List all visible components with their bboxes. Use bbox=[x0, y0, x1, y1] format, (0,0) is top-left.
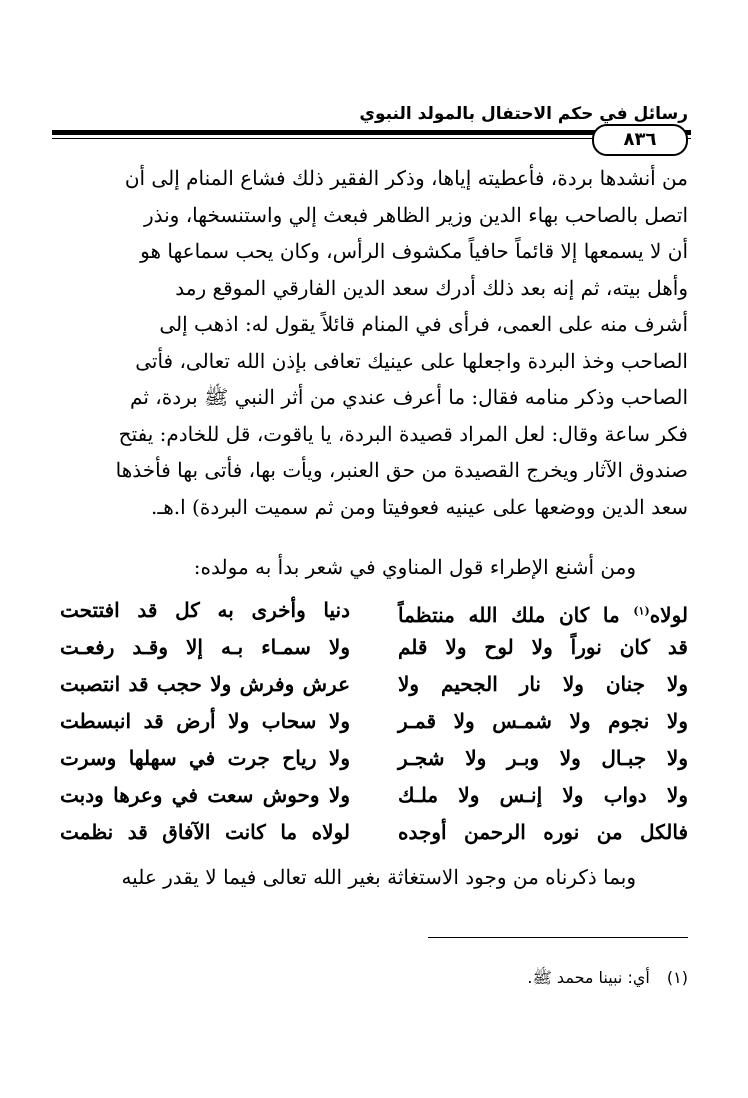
footnote-text: أي: نبينا محمد ﷺ. bbox=[527, 968, 650, 987]
body-line: الصاحب وخذ البردة واجعلها على عينيك تعافى بإذن الله تعالى، فأتى bbox=[135, 348, 688, 373]
body-paragraph bbox=[55, 160, 688, 525]
running-header-title: رسائل في حكم الاحتفال بالمولد النبوي bbox=[359, 104, 688, 124]
verse-first-hemistich: ولا دواب ولا إنـس ولا ملـك bbox=[398, 783, 688, 807]
verse-row bbox=[60, 814, 688, 851]
verse-second-hemistich: لولاه ما كانت الآفاق قد نظمت bbox=[60, 820, 350, 844]
verse-row bbox=[60, 740, 688, 777]
footnote-marker: (١) bbox=[633, 604, 650, 617]
body-line: أن لا يسمعها إلا قائماً حافياً مكشوف الرأس، وكان يحب سماعها هو bbox=[140, 239, 688, 263]
poem-block bbox=[60, 592, 688, 851]
body-line: سعد الدين ووضعها على عينيه فعوفيتا ومن ثم سميت البردة) ا.هـ. bbox=[151, 494, 688, 519]
verse-row bbox=[60, 666, 688, 703]
verse-first-hemistich: ولا جنان ولا نار الجحيم ولا bbox=[398, 672, 688, 696]
closing-line: وبما ذكرناه من وجود الاستغاثة بغير الله تعالى فيما لا يقدر عليه bbox=[121, 865, 636, 889]
body-line: وأهل بيته، ثم إنه بعد ذلك أدرك سعد الدين الفارقي الموقع رمد bbox=[175, 275, 688, 300]
verse-first-word: لولاه$^{(١)}$ ما كان ملك الله منتظماً bbox=[398, 602, 688, 627]
verse-first-hemistich: قد كان نوراً ولا لوح ولا قلم bbox=[398, 635, 688, 659]
verse-row bbox=[60, 592, 688, 629]
body-line: الصاحب وذكر منامه فقال: ما أعرف عندي من أثر النبي ﷺ بردة، ثم bbox=[130, 385, 688, 409]
verse-first-hemistich: ولا جبـال ولا وبـر ولا شجـر bbox=[398, 746, 688, 770]
verse-second-hemistich: ولا سمـاء بـه إلا وقـد رفعـت bbox=[60, 635, 350, 659]
verse-second-hemistich: ولا وحوش سعت في وعرها ودبت bbox=[60, 783, 350, 807]
footnote-divider bbox=[428, 937, 688, 938]
poem-intro-line: ومن أشنع الإطراء قول المناوي في شعر بدأ به مولده: bbox=[193, 555, 636, 579]
verse-row bbox=[60, 777, 688, 814]
body-line: أشرف منه على العمى، فرأى في المنام قائلاً يقول له: اذهب إلى bbox=[159, 312, 688, 336]
body-line: من أنشدها بردة، فأعطيته إياها، وذكر الفقير ذلك فشاع المنام إلى أن bbox=[124, 166, 688, 190]
verse-first-hemistich: فالكل من نوره الرحمن أوجده bbox=[398, 820, 688, 844]
footnote-number: (١) bbox=[666, 968, 688, 987]
verse-first-hemistich bbox=[398, 592, 688, 629]
footnote bbox=[288, 965, 688, 991]
verse-second-hemistich: ولا رياح جرت في سهلها وسرت bbox=[60, 746, 350, 770]
verse-row bbox=[60, 703, 688, 740]
verse-second-hemistich: دنيا وأخرى به كل قد افتتحت bbox=[60, 598, 350, 622]
verse-second-hemistich: ولا سحاب ولا أرض قد انبسطت bbox=[60, 709, 350, 733]
page-number-badge: ٨٣٦ bbox=[592, 124, 688, 156]
verse-row bbox=[60, 629, 688, 666]
body-line: اتصل بالصاحب بهاء الدين وزير الظاهر فبعث إلي واستنسخها، ونذر bbox=[143, 202, 688, 227]
body-line: فكر ساعة وقال: لعل المراد قصيدة البردة، يا ياقوت، قل للخادم: يفتح bbox=[118, 421, 688, 446]
body-line: صندوق الآثار ويخرج القصيدة من حق العنبر، ويأت بها، فأتى بها فأخذها bbox=[115, 458, 688, 482]
verse-first-hemistich: ولا نجوم ولا شمـس ولا قمـر bbox=[398, 709, 688, 733]
verse-second-hemistich: عرش وفرش ولا حجب قد انتصبت bbox=[60, 672, 350, 696]
